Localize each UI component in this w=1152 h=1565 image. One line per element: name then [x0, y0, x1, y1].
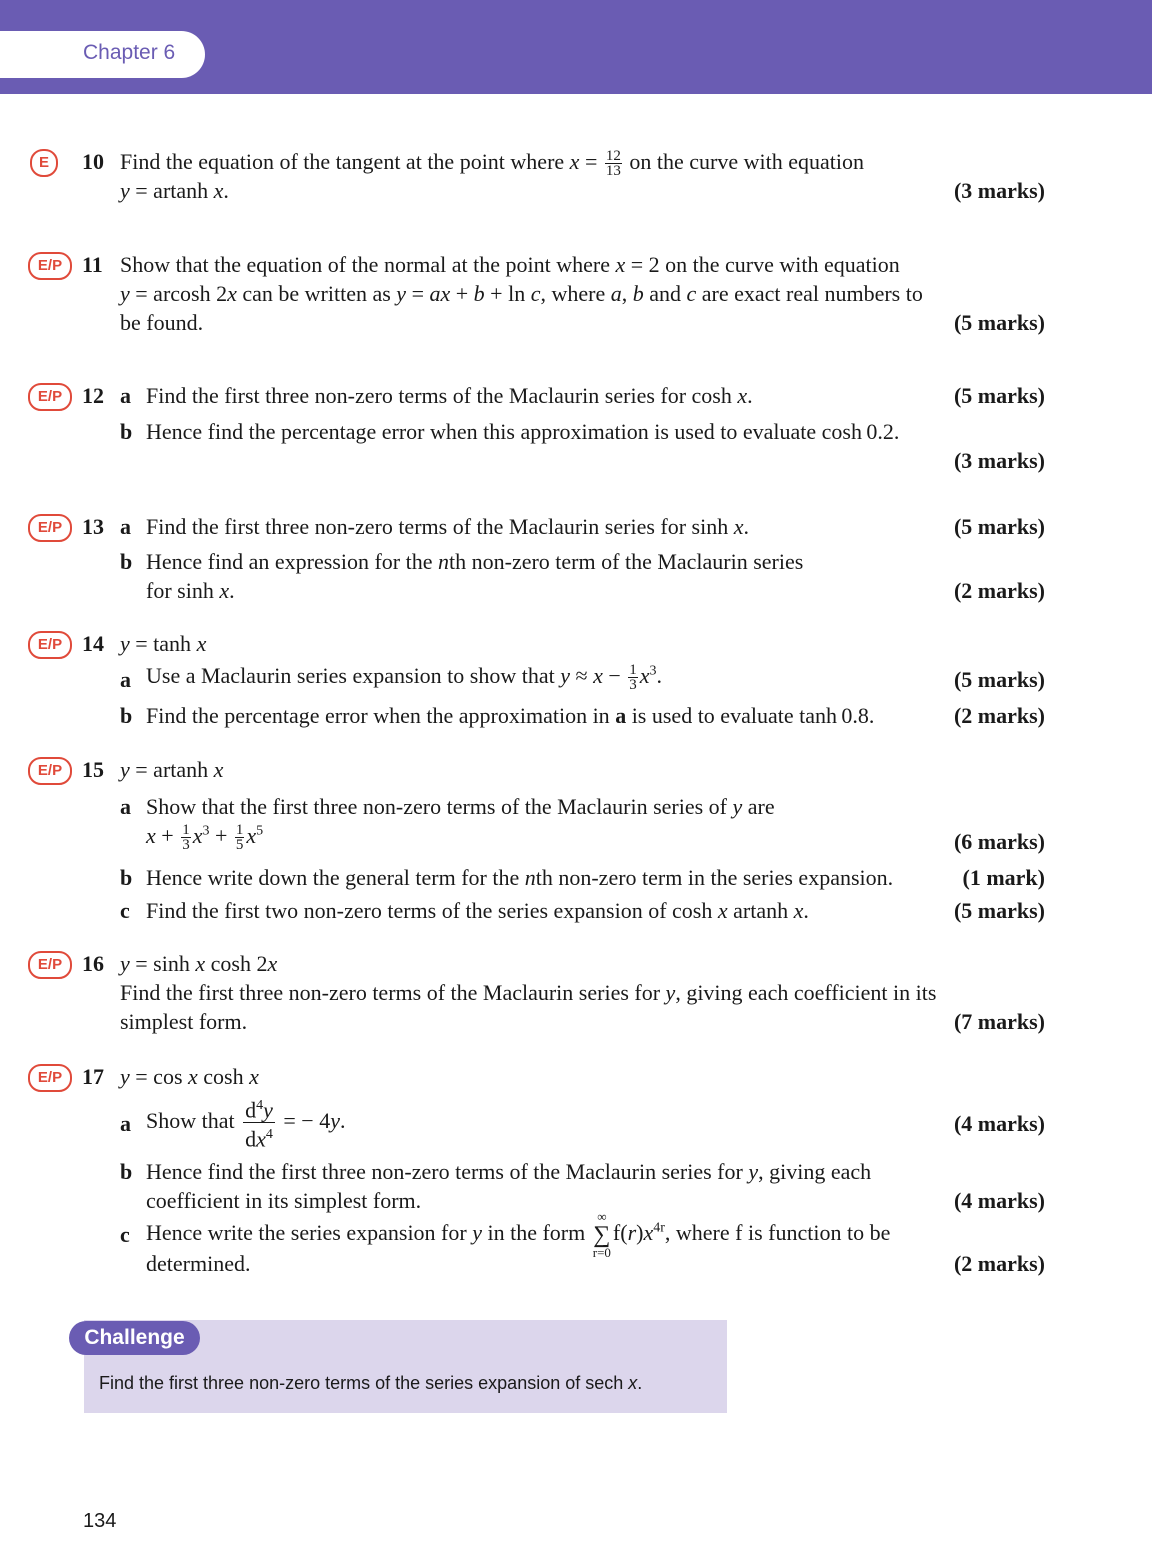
- question-number: 11: [82, 252, 103, 277]
- question-text: be found.: [120, 310, 204, 335]
- page-number: 134: [83, 1510, 117, 1532]
- question-text: Hence find the percentage error when this approximation is used to evaluate cosh 0.2.: [146, 419, 900, 444]
- part-label: b: [120, 1159, 133, 1184]
- question-text: Find the first three non-zero terms of the Maclaurin series for cosh x.: [146, 383, 753, 408]
- exam-problem-badge: E/P: [28, 383, 72, 411]
- question-text: simplest form.: [120, 1009, 248, 1034]
- part-label: a: [120, 667, 131, 692]
- series-expression: x + $\frac{1}{3}$ $x^3$ + $\frac{1}{5}$ $x^5$: [146, 822, 264, 854]
- challenge-text: Find the first three non-zero terms of the series expansion of sech x.: [99, 1373, 643, 1393]
- exam-problem-badge: E/P: [28, 951, 72, 979]
- question-number: 14: [82, 631, 104, 656]
- question-text: Hence write down the general term for the nth non-zero term in the series expansion.: [146, 865, 894, 890]
- part-label: b: [120, 549, 133, 574]
- exam-problem-badge: E/P: [28, 757, 72, 785]
- part-label: c: [120, 898, 130, 923]
- question-text: y = artanh x.: [120, 178, 229, 203]
- question-text: Show that the equation of the normal at the point where x = 2 on the curve with equation: [120, 252, 900, 277]
- part-label: b: [120, 419, 133, 444]
- marks: (1 mark): [962, 865, 1045, 890]
- part-label: a: [120, 514, 131, 539]
- question-number: 13: [82, 514, 104, 539]
- question-number: 15: [82, 757, 104, 782]
- marks: (5 marks): [953, 383, 1045, 408]
- marks: (4 marks): [953, 1188, 1045, 1213]
- marks: (3 marks): [953, 178, 1045, 203]
- exam-problem-badge: E/P: [28, 1064, 72, 1092]
- exam-problem-badge: E/P: [28, 631, 72, 659]
- marks: (3 marks): [953, 448, 1045, 473]
- question-text: for sinh x.: [146, 578, 235, 603]
- question-text: determined.: [146, 1251, 251, 1276]
- fraction: $\frac{1}{3}$: [182, 822, 190, 854]
- derivative-fraction: $\frac{d^4y}{dx^4}$: [243, 1094, 275, 1152]
- question-text: Hence write the series expansion for y in the form ∞ ∑ r=0 $f(r)x^{4r}$, where f is function to be: [146, 1209, 891, 1260]
- marks: (5 marks): [953, 898, 1045, 923]
- question-text: Hence find the first three non-zero terms of the Maclaurin series for y, giving each: [146, 1159, 872, 1184]
- challenge-title: Challenge: [69, 1321, 200, 1355]
- question-number: 10: [82, 149, 104, 174]
- question-stem: y = sinh x cosh 2x: [120, 951, 278, 976]
- question-text: Use a Maclaurin series expansion to show that y ≈ x − $\frac{1}{3}$ $x^3$.: [146, 662, 663, 694]
- question-text: Find the equation of the tangent at the point where x = $\frac{12}{13}$ on the curve with equation: [120, 148, 864, 180]
- chapter-label: Chapter 6: [83, 41, 176, 64]
- question-stem: y = tanh x: [120, 631, 207, 656]
- fraction: $\frac{1}{3}$: [629, 662, 637, 694]
- question-text: Show that the first three non-zero terms of the Maclaurin series of y are: [146, 794, 775, 819]
- question-text: Hence find an expression for the nth non-zero term of the Maclaurin series: [146, 549, 804, 574]
- question-text: Find the first two non-zero terms of the series expansion of cosh x artanh x.: [146, 898, 809, 923]
- marks: (6 marks): [953, 829, 1045, 854]
- question-text: Find the percentage error when the approximation in a is used to evaluate tanh 0.8.: [146, 703, 875, 728]
- marks: (5 marks): [953, 310, 1045, 335]
- marks: (2 marks): [953, 703, 1045, 728]
- question-number: 16: [82, 951, 104, 976]
- marks: (4 marks): [953, 1111, 1045, 1136]
- part-label: b: [120, 703, 133, 728]
- question-stem: y = artanh x: [120, 757, 224, 782]
- part-label: a: [120, 383, 131, 408]
- part-label: a: [120, 794, 131, 819]
- marks: (2 marks): [953, 1251, 1045, 1276]
- question-stem: y = cos x cosh x: [120, 1064, 259, 1089]
- marks: (7 marks): [953, 1009, 1045, 1034]
- part-label: b: [120, 865, 133, 890]
- question-number: 17: [82, 1064, 104, 1089]
- part-label: c: [120, 1222, 130, 1247]
- exam-problem-badge: E/P: [28, 252, 72, 280]
- summation: ∞ ∑ r=0: [592, 1209, 611, 1260]
- question-text: Show that $\frac{d^4y}{dx^4}$ = − 4y.: [146, 1094, 345, 1152]
- fraction: $\frac{1}{5}$: [235, 822, 244, 854]
- part-label: a: [120, 1111, 131, 1136]
- exam-badge: E: [30, 149, 58, 177]
- chapter-tab[interactable]: [0, 31, 205, 78]
- marks: (5 marks): [953, 514, 1045, 539]
- question-text: y = arcosh 2x can be written as y = ax + b + ln c, where a, b and c are exact real numbers to: [120, 281, 923, 306]
- marks: (5 marks): [953, 667, 1045, 692]
- question-text: Find the first three non-zero terms of the Maclaurin series for sinh x.: [146, 514, 749, 539]
- marks: (2 marks): [953, 578, 1045, 603]
- question-text: Find the first three non-zero terms of the Maclaurin series for y, giving each coefficient in its: [120, 980, 937, 1005]
- exam-problem-badge: E/P: [28, 514, 72, 542]
- question-text: coefficient in its simplest form.: [146, 1188, 422, 1213]
- fraction: $\frac{12}{13}$: [605, 148, 621, 180]
- question-number: 12: [82, 383, 104, 408]
